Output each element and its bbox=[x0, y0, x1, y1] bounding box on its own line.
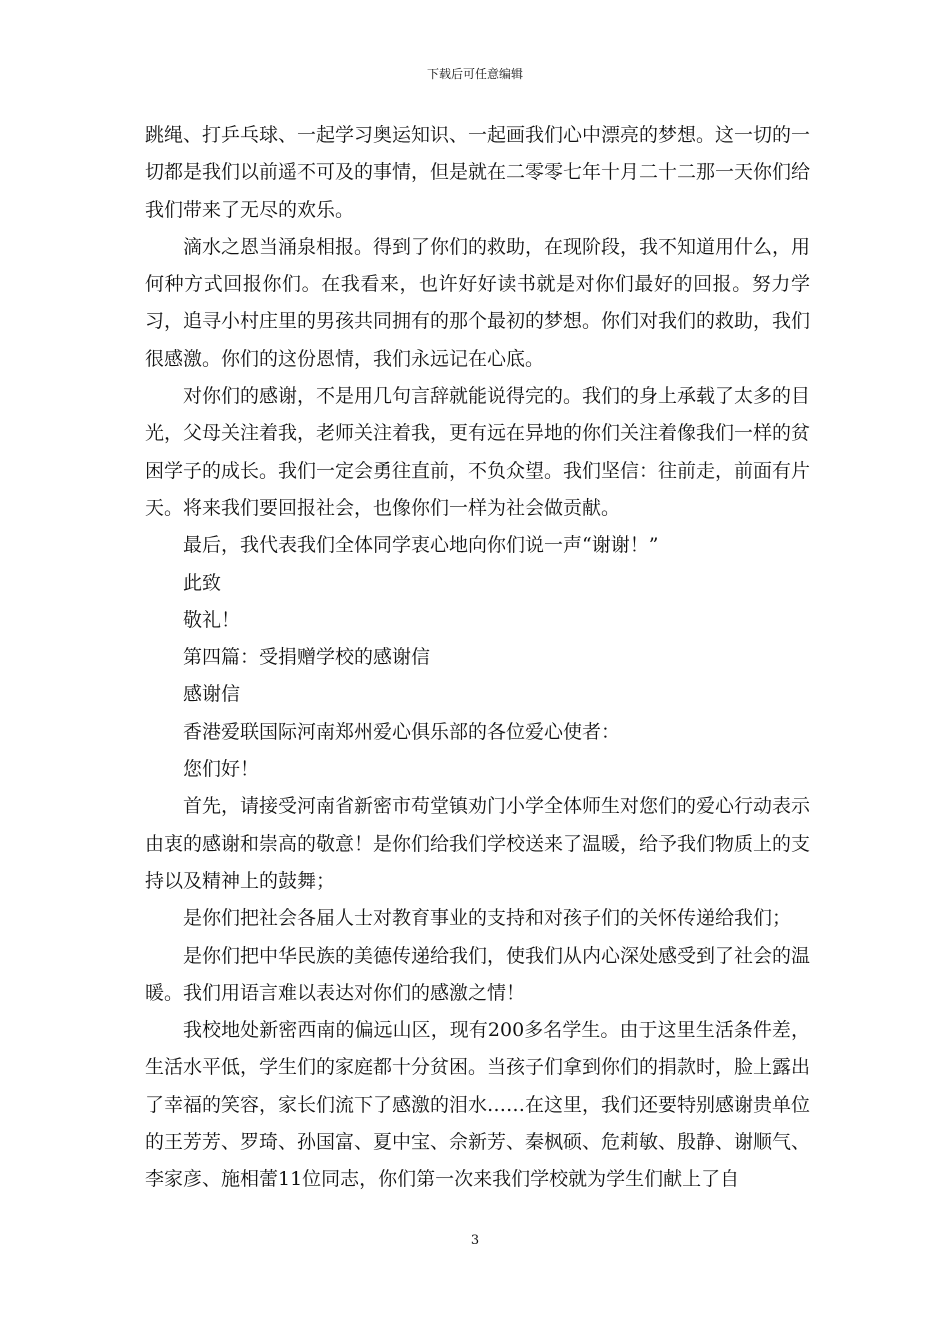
letter-addressee: 香港爱联国际河南郑州爱心俱乐部的各位爱心使者： bbox=[183, 720, 621, 743]
paragraph-gratitude: 首先，请接受河南省新密市苟堂镇劝门小学全体师生对您们的爱心行动表示由衷的感谢和崇高的敬意！是你们给我们学校送来了温暖，给予我们物质上的支持以及精神上的鼓舞； bbox=[145, 795, 811, 892]
paragraph-repay-kindness: 滴水之恩当涌泉相报。得到了你们的救助，在现阶段，我不知道用什么，用何种方式回报你们。在我看来，也许好好读书就是对你们最好的回报。努力学习，追寻小村庄里的男孩共同拥有的那个最初的梦想。你们对我们的救助，我们很感激。你们的这份恩情，我们永远记在心底。 bbox=[145, 235, 811, 370]
closing-salutation: 此致 bbox=[183, 571, 222, 594]
page-number: 3 bbox=[470, 1233, 480, 1248]
paragraph-support: 是你们把社会各届人士对教育事业的支持和对孩子们的关怀传递给我们； bbox=[183, 907, 792, 930]
letter-greeting: 您们好！ bbox=[183, 758, 260, 781]
closing-regards: 敬礼！ bbox=[183, 608, 241, 631]
section-title: 第四篇：受捐赠学校的感谢信 bbox=[183, 646, 431, 669]
paragraph-virtue: 是你们把中华民族的美德传递给我们，使我们从内心深处感受到了社会的温暖。我们用语言难以表达对你们的感激之情！ bbox=[145, 944, 811, 1004]
paragraph-closing-thanks: 最后，我代表我们全体同学衷心地向你们说一声“谢谢！” bbox=[183, 534, 659, 557]
letter-title: 感谢信 bbox=[183, 683, 241, 706]
paragraph-continuation: 跳绳、打乒乓球、一起学习奥运知识、一起画我们心中漂亮的梦想。这一切的一切都是我们以前遥不可及的事情，但是就在二零零七年十月二十二那一天你们给我们带来了无尽的欢乐。 bbox=[145, 124, 811, 221]
paragraph-thanks: 对你们的感谢，不是用几句言辞就能说得完的。我们的身上承载了太多的目光，父母关注着我，老师关注着我，更有远在异地的你们关注着像我们一样的贫困学子的成长。我们一定会勇往直前，不负众望。我们坚信：往前走，前面有片天。将来我们要回报社会，也像你们一样为社会做贡献。 bbox=[145, 385, 811, 519]
paragraph-school-info: 我校地处新密西南的偏远山区，现有200多名学生。由于这里生活条件差，生活水平低，学生们的家庭都十分贫困。当孩子们拿到你们的捐款时，脸上露出了幸福的笑容，家长们流下了感激的泪水……在这里，我们还要特别感谢贵单位的王芳芳、罗琦、孙国富、夏中宝、佘新芳、秦枫硕、危莉敏、殷静、谢顺气、李家彦、施相蕾11位同志，你们第一次来我们学校就为学生们献上了自 bbox=[145, 1019, 811, 1191]
page-header: 下载后可任意编辑 bbox=[426, 67, 523, 81]
document-body bbox=[145, 117, 810, 1199]
